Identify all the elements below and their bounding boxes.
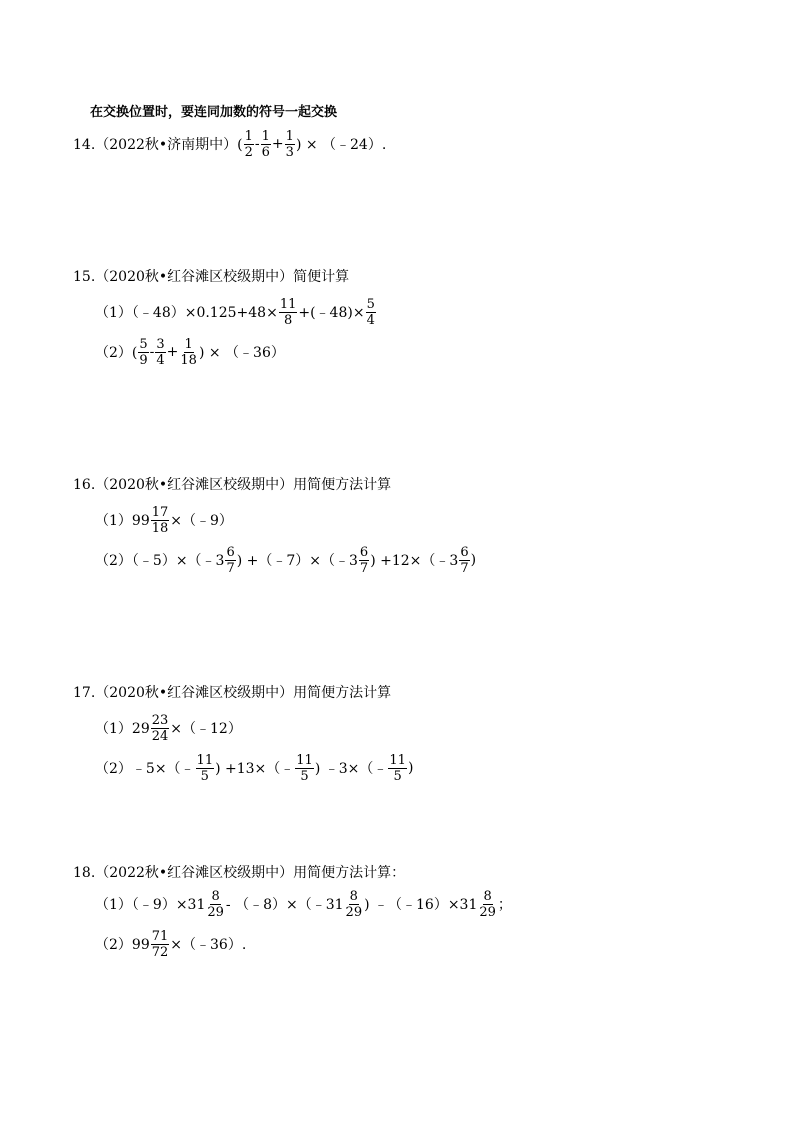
question-17-part-2 (95, 748, 413, 788)
question-14 (73, 124, 386, 164)
q17-p1-fraction: $\frac{23}{24}$ (151, 712, 169, 744)
q17-p2-text-b: ) +13×（﹣ (215, 761, 295, 777)
question-15-part-2 (95, 332, 285, 372)
question-18-part-1 (95, 884, 512, 924)
q16-p1-text-a: （1）99 (95, 513, 150, 529)
q16-p2-text-a: （2）（﹣5）×（﹣3 (95, 553, 225, 569)
tip-text: 在交换位置时，要连同加数的符号一起交换 (90, 104, 338, 120)
question-16-part-2 (95, 540, 476, 580)
question-18-part-2 (95, 924, 246, 964)
q16-p2-fraction-2: $\frac{6}{7}$ (359, 544, 369, 576)
q15-p1-text-a: （1）（﹣48）×0.125+48× (95, 305, 278, 321)
q17-p2-text-c: ) ﹣3×（﹣ (314, 761, 388, 777)
q14-op1: - (254, 136, 260, 152)
q15-p2-op2: + (166, 344, 179, 360)
q18-p1-text-c: ) ﹣（﹣16）×31 (364, 897, 478, 913)
q17-p2-text-d: ) (407, 760, 414, 776)
question-17-part-1 (95, 708, 242, 748)
question-15-part-1 (95, 292, 377, 332)
q16-p2-text-c: ) +12×（﹣3 (370, 553, 459, 569)
q18-p1-text-a: （1）（﹣9）×31 (95, 897, 206, 913)
q15-p2-fraction-3: $\frac{1}{18}$ (180, 336, 197, 368)
q14-suffix: ) × （﹣24）. (295, 137, 387, 153)
q17-p1-text-a: （1）29 (95, 721, 150, 737)
q18-p1-fraction-3: $\frac{8}{29}$ (479, 888, 496, 920)
q18-p1-fraction-2: $\frac{8}{29}$ (345, 888, 363, 920)
q18-p2-text-a: （2）99 (95, 937, 150, 953)
q18-p1-fraction-1: $\frac{8}{29}$ (207, 888, 224, 920)
q15-p1-fraction-2: $\frac{5}{4}$ (366, 296, 375, 328)
q14-prefix: 14.（2022秋•济南期中）( (73, 137, 243, 153)
question-15-title: 15.（2020秋•红谷滩区校级期中）简便计算 (73, 269, 350, 285)
question-17-title: 17.（2020秋•红谷滩区校级期中）用简便方法计算 (73, 685, 392, 701)
q16-p1-fraction: $\frac{17}{18}$ (151, 504, 169, 536)
q14-fraction-1: $\frac{1}{2}$ (244, 128, 253, 160)
question-16-title: 16.（2020秋•红谷滩区校级期中）用简便方法计算 (73, 477, 392, 493)
q17-p2-fraction-3: $\frac{11}{5}$ (389, 752, 406, 784)
q18-p2-text-b: ×（﹣36）. (170, 937, 247, 953)
q17-p1-text-b: ×（﹣12） (170, 721, 242, 737)
q15-p2-text-b: ) × （﹣36） (198, 345, 285, 361)
q18-p1-text-d: ； (497, 897, 512, 913)
q15-p1-fraction-1: $\frac{11}{8}$ (279, 296, 297, 328)
question-18-title: 18.（2022秋•红谷滩区校级期中）用简便方法计算： (73, 865, 406, 881)
q14-op2: + (271, 136, 284, 152)
q17-p2-fraction-1: $\frac{11}{5}$ (196, 752, 214, 784)
q15-p1-text-b: +(﹣48)× (298, 305, 365, 321)
q15-p2-text-a: （2）( (95, 345, 138, 361)
question-16-part-1 (95, 500, 233, 540)
q16-p2-text-b: ) +（﹣7）×（﹣3 (236, 553, 358, 569)
q14-fraction-2: $\frac{1}{6}$ (261, 128, 270, 160)
q15-p2-fraction-2: $\frac{3}{4}$ (156, 336, 165, 368)
q18-p1-text-b: - （﹣8）×（﹣31 (225, 897, 344, 913)
q16-p2-fraction-3: $\frac{6}{7}$ (460, 544, 469, 576)
q16-p1-text-b: ×（﹣9） (170, 513, 233, 529)
q16-p2-fraction-1: $\frac{6}{7}$ (226, 544, 235, 576)
q14-fraction-3: $\frac{1}{3}$ (285, 128, 294, 160)
q17-p2-fraction-2: $\frac{11}{5}$ (296, 752, 313, 784)
q15-p2-fraction-1: $\frac{5}{9}$ (139, 336, 148, 368)
q16-p2-text-d: ) (470, 552, 477, 568)
q17-p2-text-a: （2）﹣5×（﹣ (95, 761, 195, 777)
q15-p2-op1: - (149, 344, 155, 360)
q18-p2-fraction: $\frac{71}{72}$ (151, 928, 169, 960)
